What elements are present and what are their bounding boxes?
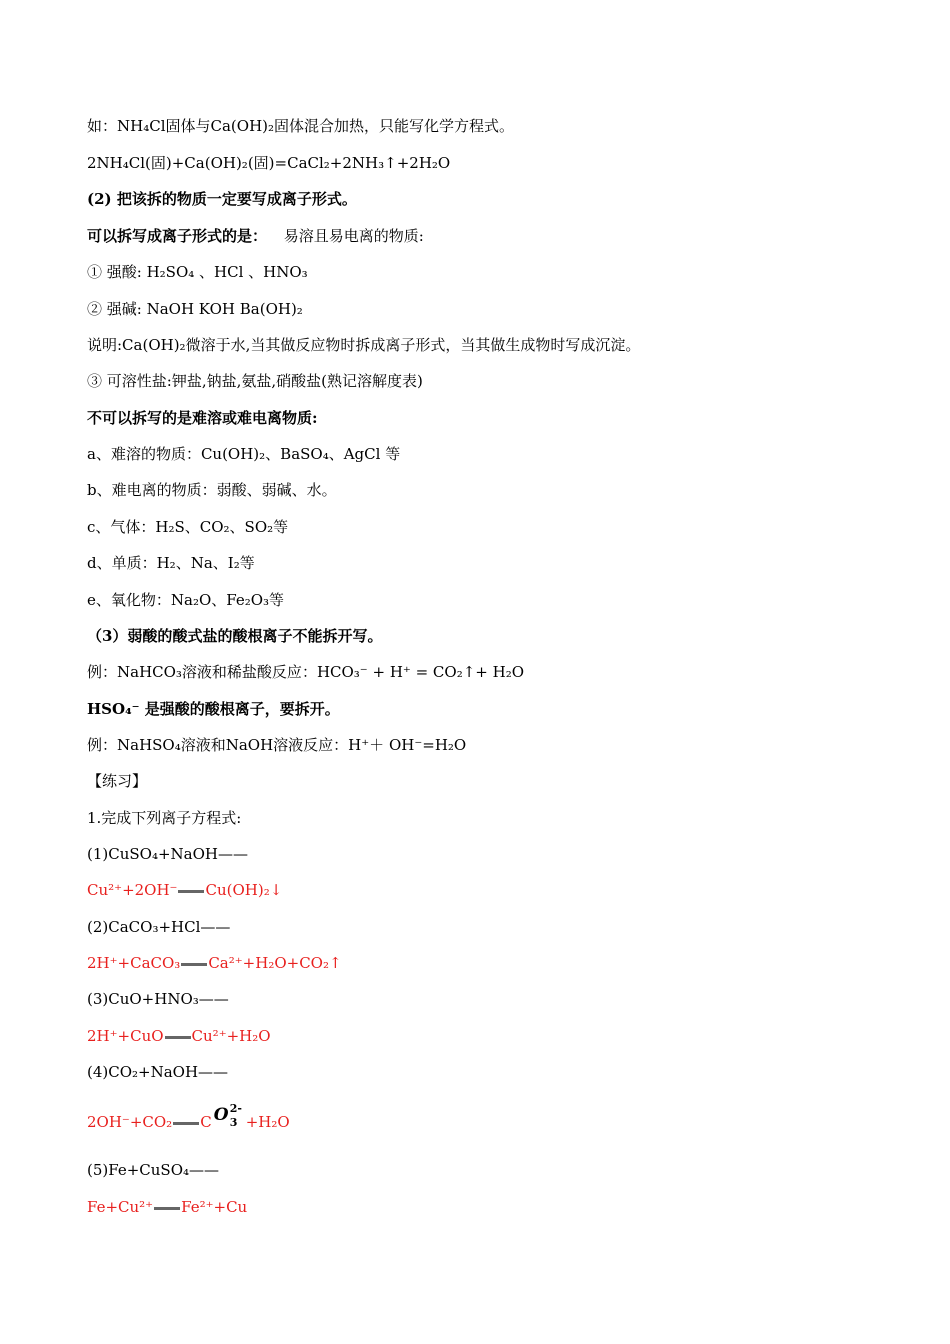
- answer-products: Ca²⁺+H₂O+CO₂↑: [208, 954, 342, 972]
- carbonate-c: C: [200, 1113, 212, 1131]
- list-item: a、难溶的物质：Cu(OH)₂、BaSO₄、AgCl 等: [87, 445, 401, 463]
- list-item: d、单质：H₂、Na、I₂等: [87, 554, 255, 572]
- answer-products: +H₂O: [245, 1113, 290, 1131]
- question-5: (5)Fe+CuSO₄——: [87, 1161, 220, 1179]
- equation-line: 2NH₄Cl(固)+Ca(OH)₂(固)=CaCl₂+2NH₃↑+2H₂O: [87, 154, 451, 172]
- list-item: ② 强碱: NaOH KOH Ba(OH)₂: [87, 300, 303, 318]
- list-item: ① 强酸: H₂SO₄ 、HCl 、HNO₃: [87, 263, 308, 281]
- answer-reactants: 2OH⁻+CO₂: [87, 1113, 173, 1131]
- text-line: 说明:Ca(OH)₂微溶于水,当其做反应物时拆成离子形式，当其做生成物时写成沉淀。: [87, 336, 641, 354]
- bold-label: 可以拆写成离子形式的是：: [87, 227, 268, 245]
- answer-1: [87, 880, 282, 900]
- answer-reactants: 2H⁺+CuO: [87, 1027, 164, 1045]
- exercise-prompt: 1.完成下列离子方程式:: [87, 809, 242, 827]
- text-line: 例：NaHCO₃溶液和稀盐酸反应：HCO₃⁻ + H⁺ = CO₂↑+ H₂O: [87, 663, 525, 681]
- subscript: 3: [229, 1116, 238, 1129]
- equals-bar: [154, 1207, 180, 1210]
- answer-reactants: Cu²⁺+2OH⁻: [87, 881, 178, 899]
- section-heading: （3）弱酸的酸式盐的酸根离子不能拆开写。: [87, 627, 383, 645]
- text-line: 例：NaHSO₄溶液和NaOH溶液反应：H⁺＋ OH⁻=H₂O: [87, 736, 467, 754]
- question-1: (1)CuSO₄+NaOH——: [87, 845, 248, 863]
- text-line: [87, 226, 424, 246]
- formula: HSO₄⁻: [87, 700, 140, 718]
- list-item: b、难电离的物质：弱酸、弱碱、水。: [87, 481, 337, 499]
- equals-bar: [165, 1036, 191, 1039]
- charge: 2-: [229, 1102, 242, 1115]
- list-item: c、气体：H₂S、CO₂、SO₂等: [87, 518, 289, 536]
- answer-2: [87, 953, 342, 973]
- text-line: [87, 699, 340, 719]
- text-span: 是强酸的酸根离子，要拆开。: [139, 700, 340, 718]
- text-line: 如：NH₄Cl固体与Ca(OH)₂固体混合加热，只能写化学方程式。: [87, 117, 515, 135]
- carbonate-formula: [212, 1103, 246, 1133]
- answer-4: [87, 1103, 290, 1133]
- text-span: 易溶且易电离的物质:: [283, 227, 424, 245]
- equals-bar: [178, 890, 204, 893]
- section-heading: 不可以拆写的是难溶或难电离物质:: [87, 409, 318, 427]
- answer-reactants: Fe+Cu²⁺: [87, 1198, 154, 1216]
- answer-3: [87, 1026, 271, 1046]
- list-item: ③ 可溶性盐:钾盐,钠盐,氨盐,硝酸盐(熟记溶解度表): [87, 372, 423, 390]
- exercise-heading: 【练习】: [87, 772, 148, 790]
- answer-5: [87, 1197, 247, 1217]
- list-item: e、氧化物：Na₂O、Fe₂O₃等: [87, 591, 285, 609]
- answer-products: Cu(OH)₂↓: [205, 881, 283, 899]
- question-4: (4)CO₂+NaOH——: [87, 1063, 229, 1081]
- equals-bar: [181, 963, 207, 966]
- answer-products: Cu²⁺+H₂O: [191, 1027, 271, 1045]
- section-heading: (2) 把该拆的物质一定要写成离子形式。: [87, 190, 357, 208]
- oxygen-symbol: O: [213, 1105, 229, 1125]
- equals-bar: [173, 1122, 199, 1125]
- answer-products: Fe²⁺+Cu: [181, 1198, 248, 1216]
- question-3: (3)CuO+HNO₃——: [87, 990, 229, 1008]
- question-2: (2)CaCO₃+HCl——: [87, 918, 231, 936]
- answer-reactants: 2H⁺+CaCO₃: [87, 954, 181, 972]
